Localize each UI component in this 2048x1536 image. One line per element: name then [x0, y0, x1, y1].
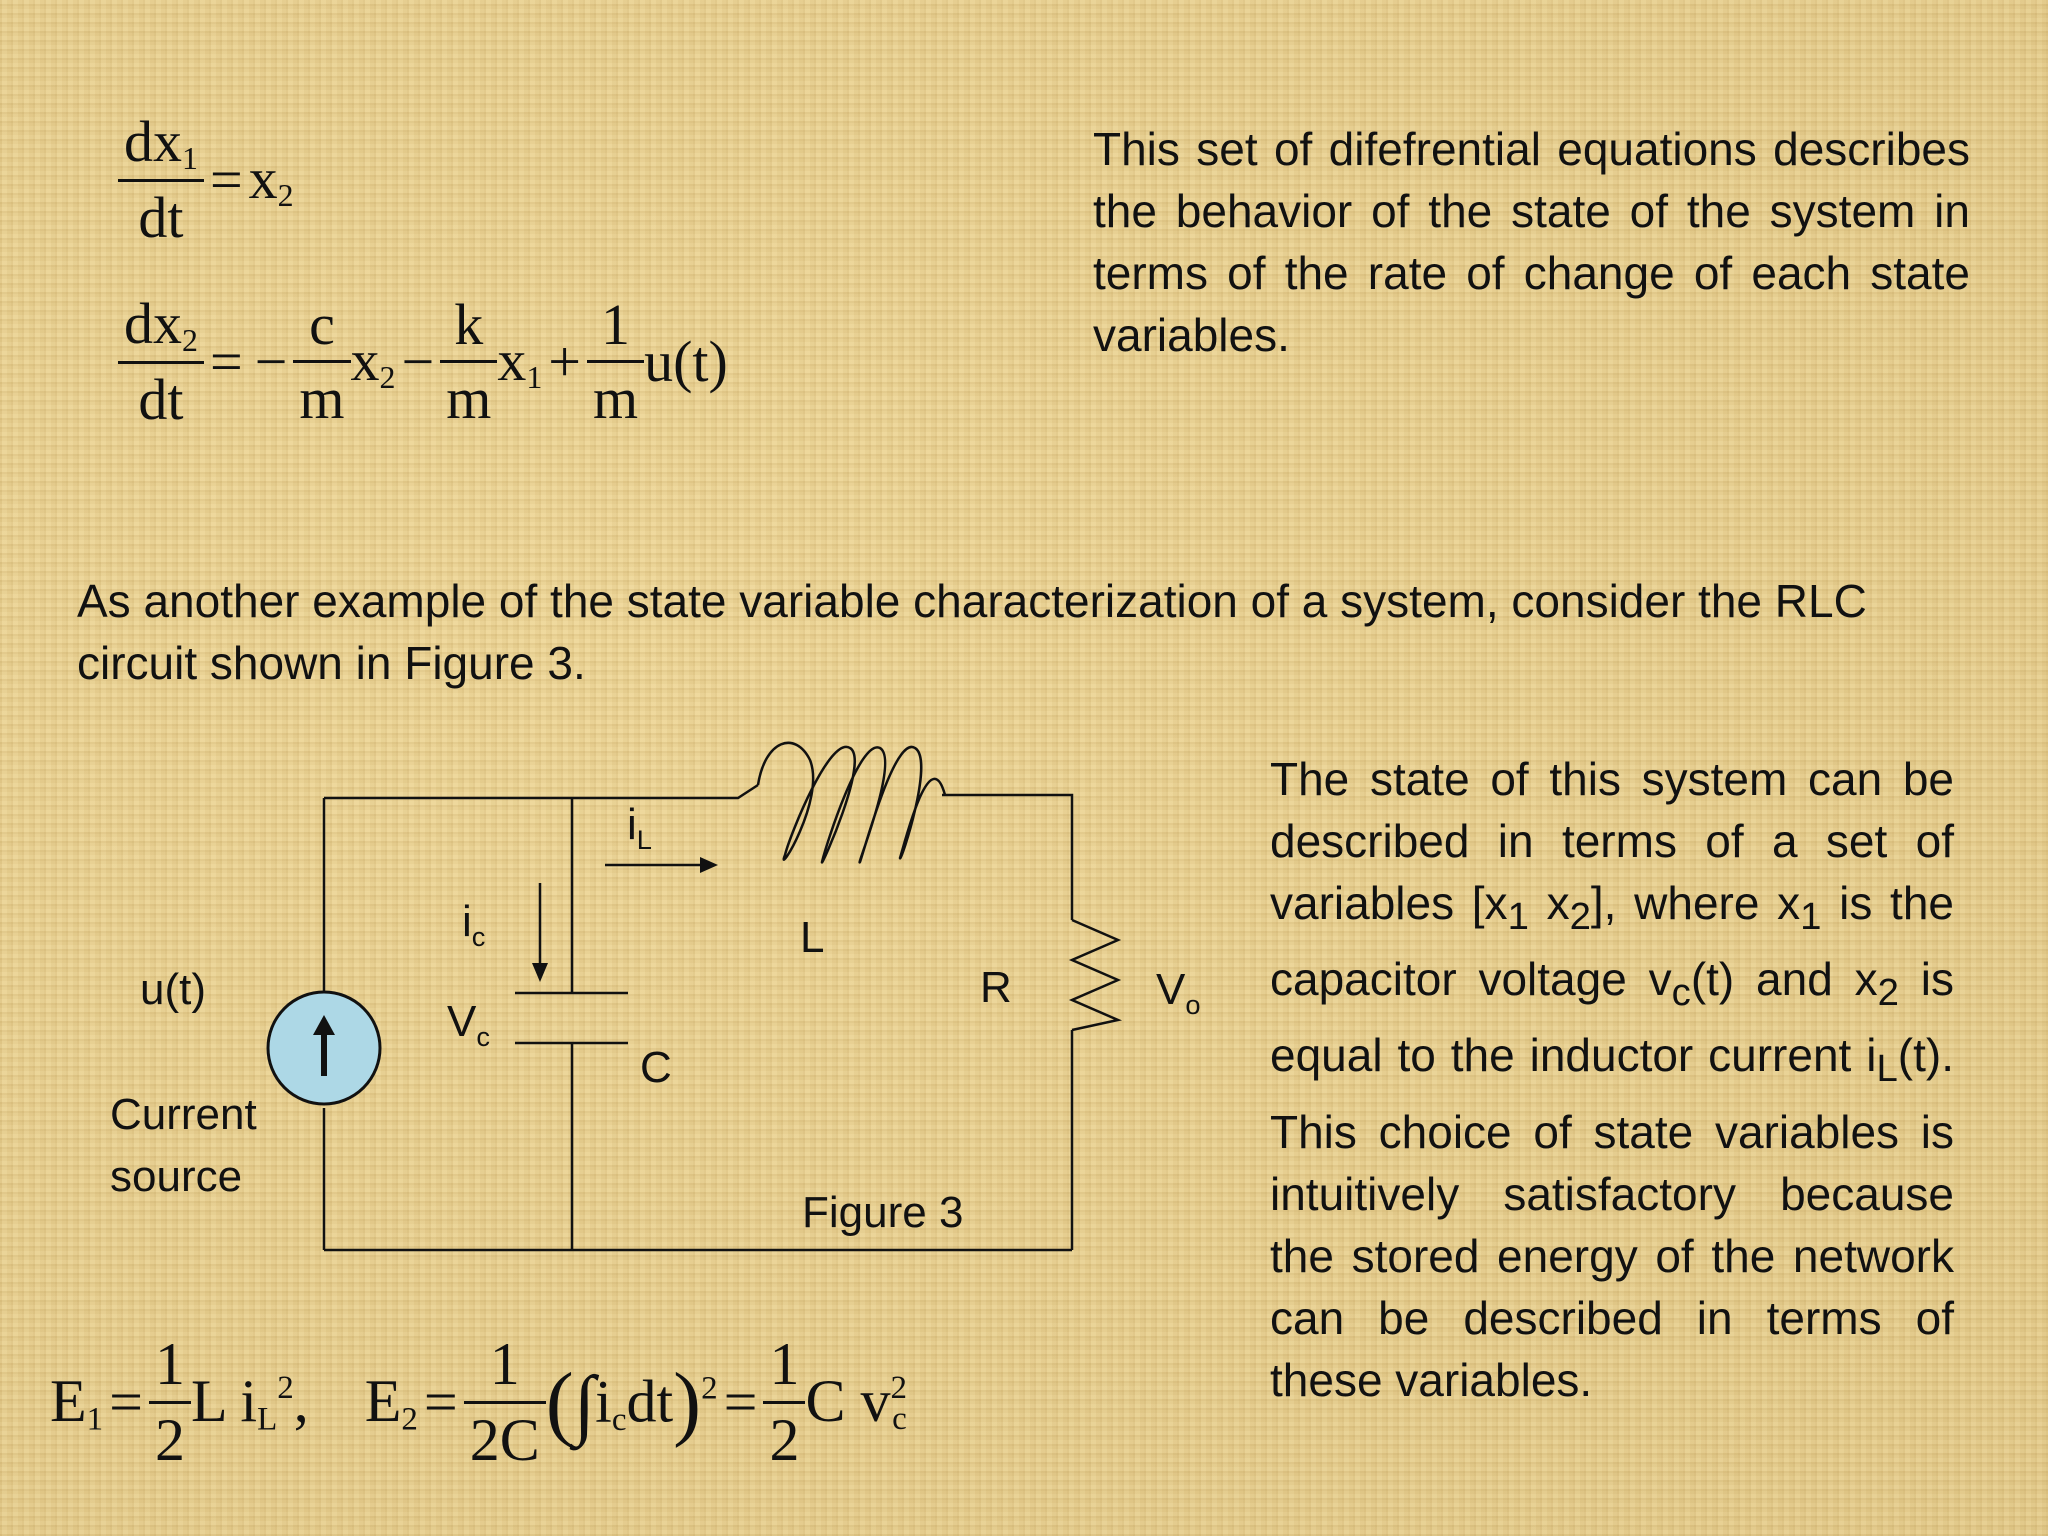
- fraction-1-2c: $\frac{1}{2C}$: [464, 1330, 546, 1475]
- equation-dx1-dt: $\frac{dx_1}{dt}$ = $x_2$: [118, 108, 294, 251]
- label-vo: $V_o$: [1156, 965, 1201, 1020]
- label-ut: u(t): [140, 965, 206, 1014]
- state-description-paragraph: The state of this system can be described in terms of a set of variables [$x_1$ $x_2$], where $x_1$ is the capacitor voltage $v_c(t)$ and $x_2$ is equal to the inductor current $i_L(t)$. This choice of state variables is intuitively satisfactory because the stored energy of the network can be described in terms of these variables.: [1270, 753, 1955, 1406]
- wire-top-right: [942, 795, 1072, 920]
- label-r: R: [980, 963, 1012, 1012]
- label-il: $i_L$: [627, 800, 652, 855]
- wire-top-left: [324, 785, 758, 798]
- figure-caption: Figure 3: [802, 1188, 964, 1237]
- equation-dx2-dt: $\frac{dx_2}{dt}$ = − $\frac{c}{m}$ $x_2$ − $\frac{k}{m}$ $x_1$ + $\frac{1}{m}$ u(t): [118, 290, 728, 433]
- label-c: C: [640, 1043, 672, 1092]
- fraction-half-2: $\frac{1}{2}$: [763, 1330, 805, 1475]
- label-source-line2: source: [110, 1152, 243, 1201]
- fraction-k-m: $\frac{k}{m}$: [440, 291, 497, 432]
- intro-paragraph: This set of difefrential equations describes the behavior of the state of the system in terms of the rate of change of each state variables.: [1093, 123, 1970, 361]
- fraction-c-m: $\frac{c}{m}$: [293, 291, 350, 432]
- energy-equations: $E_1$ = $\frac{1}{2}$ L $i_L^2$, $E_2$ = $\frac{1}{2C}$ $(\int i_cdt)^2$ = $\frac{1}{2}$ C $v^2_c$: [50, 1331, 908, 1473]
- fraction-1-m: $\frac{1}{m}$: [587, 291, 644, 432]
- label-source-line1: Current: [110, 1090, 257, 1139]
- resistor-zigzag: [1072, 920, 1118, 1030]
- ic-arrowhead: [532, 963, 548, 982]
- fraction-half-1: $\frac{1}{2}$: [149, 1330, 191, 1475]
- label-ic: $i_c$: [462, 897, 486, 952]
- fraction-dx2-dt: $\frac{dx_2}{dt}$: [118, 290, 204, 433]
- inductor-coil: [758, 743, 945, 863]
- label-l: L: [800, 913, 825, 962]
- label-vc: $V_c$: [447, 997, 490, 1052]
- fraction-dx1-dt: $\frac{dx_1}{dt}$: [118, 108, 204, 251]
- example-paragraph: As another example of the state variable characterization of a system, consider the RLC circuit shown in Figure 3.: [77, 575, 1867, 689]
- il-arrowhead: [700, 857, 718, 873]
